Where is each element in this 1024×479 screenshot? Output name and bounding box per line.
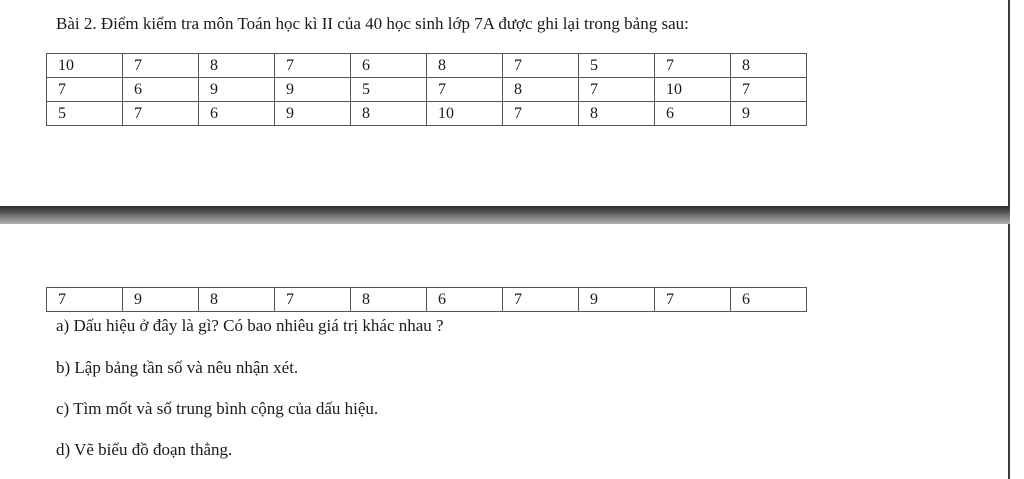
table-cell: 7 (503, 102, 579, 126)
scores-table-bottom-body (47, 288, 807, 312)
table-cell: 5 (47, 102, 123, 126)
exercise-heading: Bài 2. Điểm kiểm tra môn Toán học kì II của 40 học sinh lớp 7A được ghi lại trong bảng sau: (56, 14, 689, 33)
question-c: c) Tìm mốt và số trung bình cộng của dấu hiệu. (56, 399, 379, 418)
table-cell: 10 (655, 78, 731, 102)
table-cell: 8 (731, 54, 807, 78)
table-cell: 6 (655, 102, 731, 126)
table-cell: 7 (123, 102, 199, 126)
table-cell: 7 (275, 54, 351, 78)
table-cell: 6 (351, 54, 427, 78)
table-cell: 10 (427, 102, 503, 126)
table-cell: 7 (47, 288, 123, 312)
table-cell: 7 (427, 78, 503, 102)
table-row (47, 78, 807, 102)
table-row (47, 102, 807, 126)
scores-table-bottom (46, 287, 807, 312)
table-cell: 9 (275, 102, 351, 126)
right-margin (1010, 0, 1024, 479)
table-cell: 8 (351, 288, 427, 312)
table-cell: 7 (503, 288, 579, 312)
table-cell: 10 (47, 54, 123, 78)
table-cell: 8 (579, 102, 655, 126)
question-a: a) Dấu hiệu ở đây là gì? Có bao nhiêu giá trị khác nhau ? (56, 316, 444, 335)
table-cell: 7 (503, 54, 579, 78)
table-cell: 9 (199, 78, 275, 102)
table-cell: 6 (731, 288, 807, 312)
page-separator (0, 206, 1024, 224)
table-cell: 7 (731, 78, 807, 102)
table-cell: 6 (123, 78, 199, 102)
table-cell: 7 (123, 54, 199, 78)
table-cell: 7 (579, 78, 655, 102)
table-cell: 9 (579, 288, 655, 312)
table-cell: 9 (123, 288, 199, 312)
table-cell: 7 (655, 288, 731, 312)
table-cell: 7 (47, 78, 123, 102)
scores-table-top-body (47, 54, 807, 126)
table-cell: 6 (199, 102, 275, 126)
table-cell: 8 (503, 78, 579, 102)
table-cell: 5 (579, 54, 655, 78)
table-cell: 8 (427, 54, 503, 78)
table-cell: 7 (655, 54, 731, 78)
table-row (47, 288, 807, 312)
question-b: b) Lập bảng tần số và nêu nhận xét. (56, 358, 299, 377)
table-row (47, 54, 807, 78)
table-cell: 5 (351, 78, 427, 102)
table-cell: 7 (275, 288, 351, 312)
question-d: d) Vẽ biểu đồ đoạn thẳng. (56, 440, 233, 459)
table-cell: 8 (199, 288, 275, 312)
scores-table-top (46, 53, 807, 126)
table-cell: 9 (731, 102, 807, 126)
table-cell: 9 (275, 78, 351, 102)
table-cell: 8 (351, 102, 427, 126)
table-cell: 8 (199, 54, 275, 78)
table-cell: 6 (427, 288, 503, 312)
